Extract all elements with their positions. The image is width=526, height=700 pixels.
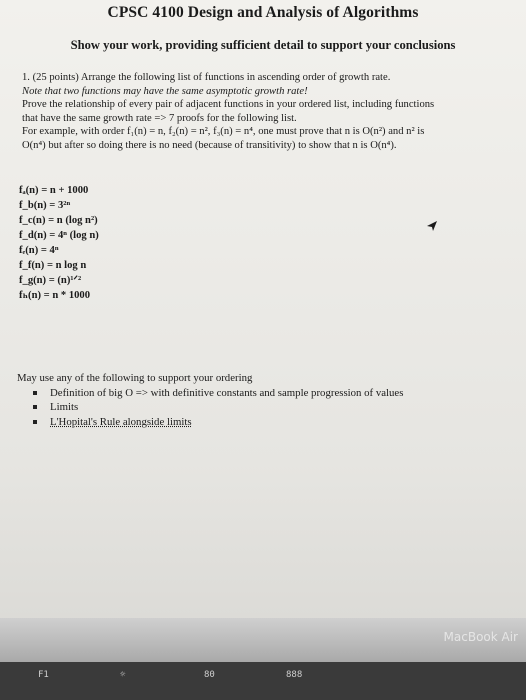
function-item: f_d(n) = 4ⁿ (log n): [19, 230, 99, 241]
question-line-4: that have the same growth rate => 7 proofs for the following list.: [22, 112, 297, 124]
question-line-1: 1. (25 points) Arrange the following list of functions in ascending order of growth rate.: [22, 72, 391, 83]
mission-control-key: 80: [204, 670, 215, 680]
list-item: Limits: [33, 400, 517, 415]
key-f1: F1: [38, 670, 49, 680]
list-item: L'Hopital's Rule alongside limits: [33, 415, 517, 430]
bullet-icon: [33, 391, 37, 395]
function-item: fₑ(n) = 4ⁿ: [19, 245, 59, 256]
laptop-bezel: [0, 618, 526, 662]
function-item: f_g(n) = (n)¹ᐟ²: [19, 275, 82, 286]
function-item: fₐ(n) = n + 1000: [19, 185, 89, 196]
launchpad-key: 888: [286, 670, 303, 680]
question-note: Note that two functions may have the same asymptotic growth rate!: [22, 85, 308, 97]
laptop-brand: MacBook Air: [443, 630, 518, 644]
bullet-icon: [33, 420, 37, 424]
question-line-6: O(n⁴) but after so doing there is no need (because of transitivity) to show that n is O(n⁴).: [22, 139, 397, 151]
support-intro: May use any of the following to support your ordering: [17, 372, 253, 384]
question-line-3: Prove the relationship of every pair of adjacent functions in your ordered list, including functions: [22, 99, 435, 111]
function-item: f_f(n) = n log n: [19, 260, 87, 271]
page-subtitle: Show your work, providing sufficient detail to support your conclusions: [70, 38, 456, 52]
function-list: [19, 183, 99, 303]
question-block: [22, 71, 520, 153]
function-item: f_b(n) = 3²ⁿ: [19, 200, 71, 211]
mouse-cursor-icon: [427, 221, 437, 231]
function-item: f_c(n) = n (log n²): [19, 215, 98, 226]
keyboard-row: [0, 662, 526, 700]
function-item: fₕ(n) = n * 1000: [19, 290, 91, 301]
question-line-5: For example, with order f₁(n) = n, f₂(n) = n², f₃(n) = n⁴, one must prove that n is O(n²) and n² is: [22, 126, 425, 138]
bullet-icon: [33, 405, 37, 409]
support-section: [17, 371, 517, 429]
list-item: Definition of big O => with definitive constants and sample progression of values: [33, 386, 517, 401]
brightness-key-icon: ☼: [120, 670, 126, 680]
support-list: [17, 386, 517, 430]
page-title: CPSC 4100 Design and Analysis of Algorithms: [107, 4, 419, 21]
